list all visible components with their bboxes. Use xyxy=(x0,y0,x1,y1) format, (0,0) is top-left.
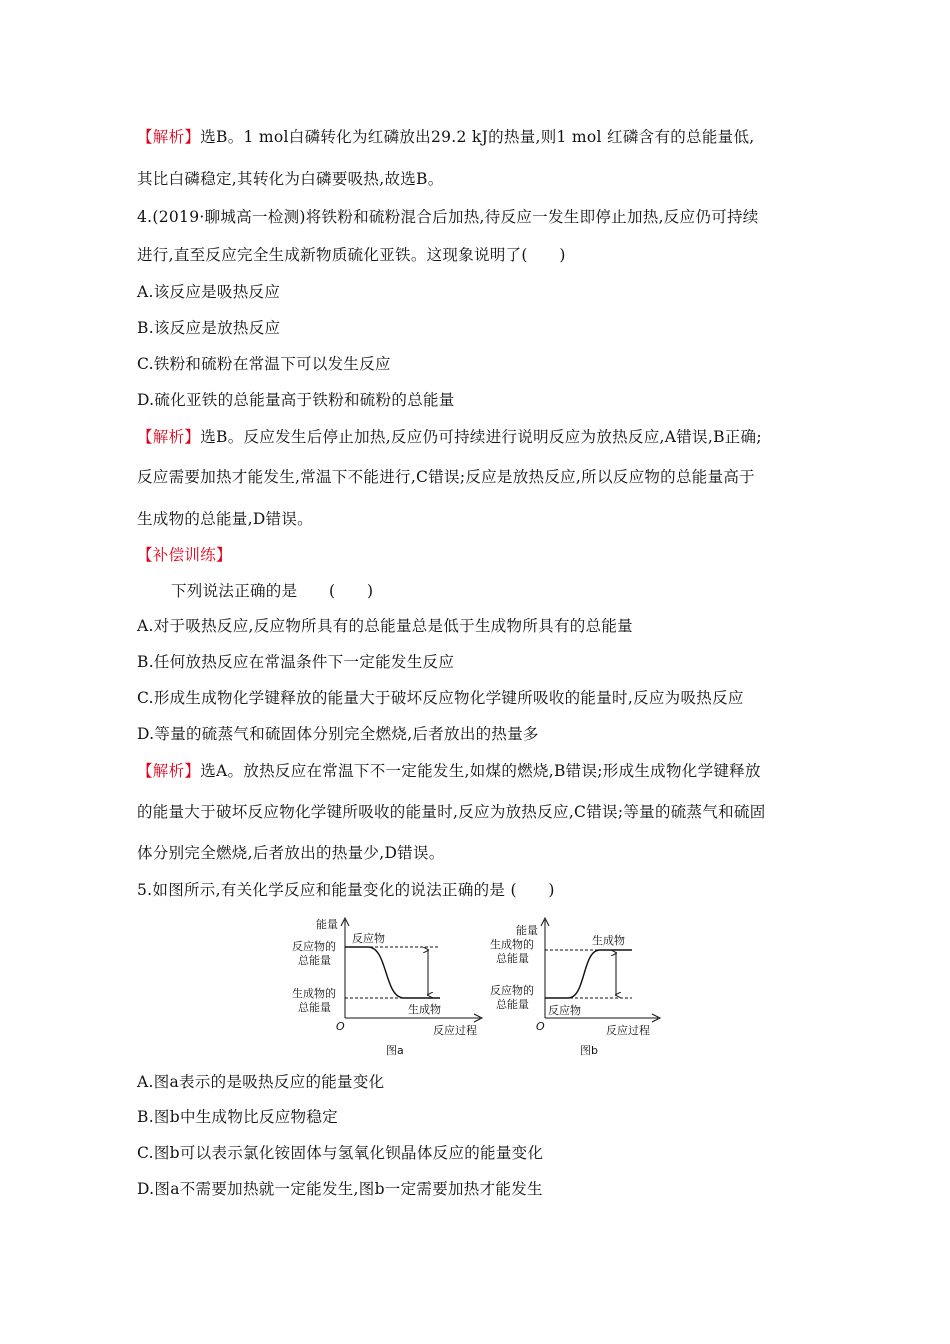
figure-a-energy-curve xyxy=(345,947,440,998)
question-4-option-d: D.硫化亚铁的总能量高于铁粉和硫粉的总能量 xyxy=(137,391,455,409)
figure-b-lower-label-1: 反应物的 xyxy=(490,984,534,997)
practice-analysis-2: 的能量大于破坏反应物化学键所吸收的能量时,反应为放热反应,C错误;等量的硫蒸气和硫固 xyxy=(137,803,766,821)
question-4-option-b: B.该反应是放热反应 xyxy=(137,319,281,337)
question-5-option-b: B.图b中生成物比反应物稳定 xyxy=(137,1108,338,1126)
analysis-text: 选B。反应发生后停止加热,反应仍可持续进行说明反应为放热反应,A错误,B正确; xyxy=(200,428,762,446)
question-4-analysis-2: 反应需要加热才能发生,常温下不能进行,C错误;反应是放热反应,所以反应物的总能量高于 xyxy=(137,468,755,486)
figure-a-end-label: 生成物 xyxy=(408,1003,441,1016)
figure-a-lower-label-2: 总能量 xyxy=(298,1001,331,1014)
question-4-option-a: A.该反应是吸热反应 xyxy=(137,283,281,301)
figure-b-origin: O xyxy=(536,1020,545,1033)
question-4-option-c: C.铁粉和硫粉在常温下可以发生反应 xyxy=(137,355,391,373)
figure-b-caption: 图b xyxy=(580,1044,598,1057)
figure-a-start-label: 反应物 xyxy=(352,932,385,945)
figure-a-y-label: 能量 xyxy=(316,918,338,931)
figure-a-upper-label-1: 反应物的 xyxy=(292,940,336,953)
question-4-analysis-3: 生成物的总能量,D错误。 xyxy=(137,510,313,528)
question-5-option-a: A.图a表示的是吸热反应的能量变化 xyxy=(137,1073,385,1091)
practice-heading: 【补偿训练】 xyxy=(137,546,232,564)
figure-b-upper-label-1: 生成物的 xyxy=(490,938,534,951)
question-4-stem-2: 进行,直至反应完全生成新物质硫化亚铁。这现象说明了( ) xyxy=(137,246,566,264)
analysis-line-1 xyxy=(137,126,754,148)
analysis-tag: 【解析】 xyxy=(137,428,201,446)
practice-option-c: C.形成生成物化学键释放的能量大于破坏反应物化学键所吸收的能量时,反应为吸热反应 xyxy=(137,689,744,707)
analysis-tag: 【解析】 xyxy=(137,762,201,780)
practice-analysis-3: 体分别完全燃烧,后者放出的热量少,D错误。 xyxy=(137,844,445,862)
analysis-line-2: 其比白磷稳定,其转化为白磷要吸热,故选B。 xyxy=(137,170,444,188)
question-4-analysis-1 xyxy=(137,426,762,448)
figure-b-y-label: 能量 xyxy=(516,924,538,937)
figure-b-lower-label-2: 总能量 xyxy=(496,998,529,1011)
question-5-option-c: C.图b可以表示氯化铵固体与氢氧化钡晶体反应的能量变化 xyxy=(137,1144,544,1162)
analysis-text: 选A。放热反应在常温下不一定能发生,如煤的燃烧,B错误;形成生成物化学键释放 xyxy=(200,762,761,780)
analysis-text: 选B。1 mol白磷转化为红磷放出29.2 kJ的热量,则1 mol 红磷含有的总能量低, xyxy=(200,128,755,146)
figure-a-caption: 图a xyxy=(386,1044,404,1057)
figure-a-upper-label-2: 总能量 xyxy=(298,954,331,967)
figure-a xyxy=(292,917,482,1057)
practice-stem: 下列说法正确的是 ( ) xyxy=(171,582,374,600)
question-4-stem-1: 4.(2019·聊城高一检测)将铁粉和硫粉混合后加热,待反应一发生即停止加热,反应仍可持续 xyxy=(137,208,759,226)
question-5-stem: 5.如图所示,有关化学反应和能量变化的说法正确的是 ( ) xyxy=(137,881,555,899)
practice-analysis-1 xyxy=(137,760,761,782)
question-5-option-d: D.图a不需要加热就一定能发生,图b一定需要加热才能发生 xyxy=(137,1180,543,1198)
energy-diagrams xyxy=(280,912,670,1062)
figure-a-origin: O xyxy=(336,1020,345,1033)
practice-option-b: B.任何放热反应在常温条件下一定能发生反应 xyxy=(137,653,455,671)
figure-b-x-label: 反应过程 xyxy=(606,1024,650,1037)
figure-b-start-label: 反应物 xyxy=(548,1004,581,1017)
figure-b-energy-curve xyxy=(545,950,632,998)
practice-option-d: D.等量的硫蒸气和硫固体分别完全燃烧,后者放出的热量多 xyxy=(137,725,539,743)
figure-b-end-label: 生成物 xyxy=(592,934,625,947)
analysis-tag: 【解析】 xyxy=(137,128,201,146)
figure-b-upper-label-2: 总能量 xyxy=(496,952,529,965)
figure-a-x-label: 反应过程 xyxy=(433,1024,477,1037)
figure-b xyxy=(490,918,660,1057)
practice-option-a: A.对于吸热反应,反应物所具有的总能量总是低于生成物所具有的总能量 xyxy=(137,617,633,635)
figure-a-lower-label-1: 生成物的 xyxy=(292,987,336,1000)
